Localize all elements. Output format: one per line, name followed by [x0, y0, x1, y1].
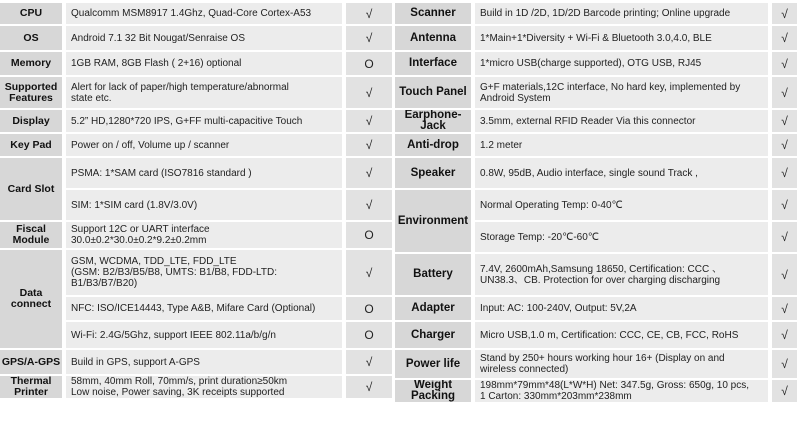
- spec-value: 7.4V, 2600mAh,Samsung 18650, Certification: CCC 、 UN38.3、CB. Protection for over charging discharging: [475, 254, 768, 295]
- availability-mark: √: [772, 110, 797, 132]
- spec-value: Micro USB,1.0 m, Certification: CCC, CE, CB, FCC, RoHS: [475, 322, 768, 348]
- spec-row: [395, 322, 797, 348]
- availability-mark: O: [346, 297, 392, 320]
- spec-label: Thermal Printer: [0, 376, 62, 398]
- spec-value: 3.5mm, external RFID Reader Via this connector: [475, 110, 768, 132]
- spec-row: [0, 222, 392, 248]
- spec-row: [395, 3, 797, 24]
- spec-row: [0, 110, 392, 132]
- spec-value: Power on / off, Volume up / scanner: [66, 134, 342, 156]
- spec-value: 1*micro USB(charge supported), OTG USB, RJ45: [475, 52, 768, 75]
- spec-row: [395, 254, 797, 295]
- spec-label: Earphone-Jack: [395, 110, 471, 132]
- spec-value: Wi-Fi: 2.4G/5Ghz, support IEEE 802.11a/b/g/n: [66, 322, 342, 348]
- spec-value: 5.2” HD,1280*720 IPS, G+FF multi-capacitive Touch: [66, 110, 342, 132]
- spec-label: Antenna: [395, 26, 471, 50]
- availability-mark: √: [772, 77, 797, 108]
- spec-row: [395, 158, 797, 188]
- spec-label: Key Pad: [0, 134, 62, 156]
- spec-label: Weight Packing: [395, 380, 471, 402]
- spec-row: [0, 350, 392, 374]
- spec-label: Anti-drop: [395, 134, 471, 156]
- availability-mark: √: [346, 3, 392, 24]
- spec-row: [395, 134, 797, 156]
- spec-label: Battery: [395, 254, 471, 295]
- availability-mark: √: [772, 297, 797, 320]
- spec-label: GPS/A-GPS: [0, 350, 62, 374]
- spec-label: Scanner: [395, 3, 471, 24]
- availability-mark: √: [772, 190, 797, 220]
- availability-mark: √: [772, 380, 797, 402]
- spec-label: Display: [0, 110, 62, 132]
- spec-label: Speaker: [395, 158, 471, 188]
- availability-mark: √: [346, 158, 392, 188]
- availability-mark: O: [346, 222, 392, 248]
- spec-label: Supported Features: [0, 77, 62, 108]
- spec-label: Charger: [395, 322, 471, 348]
- spec-value: Storage Temp: -20℃-60℃: [475, 222, 768, 252]
- left-spec-column: [0, 1, 392, 400]
- spec-label: Touch Panel: [395, 77, 471, 108]
- availability-mark: √: [772, 3, 797, 24]
- spec-value: Normal Operating Temp: 0-40℃: [475, 190, 768, 220]
- spec-label: Fiscal Module: [0, 222, 62, 248]
- spec-row: [395, 77, 797, 108]
- spec-value: Alert for lack of paper/high temperature/abnormal state etc.: [66, 77, 342, 108]
- spec-label: Data connect: [0, 250, 62, 348]
- spec-value: SIM: 1*SIM card (1.8V/3.0V): [66, 190, 342, 220]
- spec-value: G+F materials,12C interface, No hard key, implemented by Android System: [475, 77, 768, 108]
- spec-row: [0, 52, 392, 75]
- availability-mark: √: [772, 26, 797, 50]
- spec-label: Adapter: [395, 297, 471, 320]
- spec-value: Input: AC: 100-240V, Output: 5V,2A: [475, 297, 768, 320]
- spec-row: [0, 134, 392, 156]
- spec-label: Environment: [395, 190, 471, 252]
- spec-value: Support 12C or UART interface 30.0±0.2*30.0±0.2*9.2±0.2mm: [66, 222, 342, 248]
- spec-value: 58mm, 40mm Roll, 70mm/s, print duration≥50km Low noise, Power saving, 3K receipts supported: [66, 376, 342, 398]
- spec-label: OS: [0, 26, 62, 50]
- availability-mark: O: [346, 322, 392, 348]
- availability-mark: √: [772, 158, 797, 188]
- spec-row: [395, 297, 797, 320]
- spec-label: CPU: [0, 3, 62, 24]
- spec-value: 1GB RAM, 8GB Flash ( 2+16) optional: [66, 52, 342, 75]
- availability-mark: √: [772, 52, 797, 75]
- spec-value: PSMA: 1*SAM card (ISO7816 standard ): [66, 158, 342, 188]
- spec-value: NFC: ISO/ICE14443, Type A&B, Mifare Card (Optional): [66, 297, 342, 320]
- spec-value: 198mm*79mm*48(L*W*H) Net: 347.5g, Gross: 650g, 10 pcs, 1 Carton: 330mm*203mm*238mm: [475, 380, 768, 402]
- left-spec-table: [0, 1, 392, 400]
- spec-value: Build in 1D /2D, 1D/2D Barcode printing; Online upgrade: [475, 3, 768, 24]
- availability-mark: √: [346, 26, 392, 50]
- availability-mark: √: [772, 134, 797, 156]
- spec-value: Stand by 250+ hours working hour 16+ (Display on and wireless connected): [475, 350, 768, 378]
- availability-mark: √: [346, 376, 392, 398]
- spec-row: [0, 3, 392, 24]
- spec-row: [395, 380, 797, 402]
- spec-value: Android 7.1 32 Bit Nougat/Senraise OS: [66, 26, 342, 50]
- availability-mark: √: [346, 134, 392, 156]
- spec-row: [395, 110, 797, 132]
- availability-mark: √: [772, 254, 797, 295]
- spec-value: Build in GPS, support A-GPS: [66, 350, 342, 374]
- spec-row: [0, 77, 392, 108]
- right-spec-column: [395, 1, 797, 404]
- spec-value: 1*Main+1*Diversity + Wi-Fi & Bluetooth 3.0,4.0, BLE: [475, 26, 768, 50]
- spec-row: [0, 158, 392, 188]
- availability-mark: √: [346, 110, 392, 132]
- spec-row: [0, 26, 392, 50]
- spec-value: 0.8W, 95dB, Audio interface, single sound Track ,: [475, 158, 768, 188]
- spec-row: [395, 190, 797, 220]
- availability-mark: √: [346, 190, 392, 220]
- spec-value: Qualcomm MSM8917 1.4Ghz, Quad-Core Cortex-A53: [66, 3, 342, 24]
- spec-row: [395, 26, 797, 50]
- spec-row: [0, 250, 392, 295]
- availability-mark: √: [346, 77, 392, 108]
- availability-mark: O: [346, 52, 392, 75]
- right-spec-table: [395, 1, 797, 404]
- spec-row: [0, 376, 392, 398]
- availability-mark: √: [346, 250, 392, 295]
- spec-row: [395, 350, 797, 378]
- availability-mark: √: [772, 222, 797, 252]
- spec-label: Card Slot: [0, 158, 62, 220]
- availability-mark: √: [346, 350, 392, 374]
- availability-mark: √: [772, 350, 797, 378]
- spec-value: 1.2 meter: [475, 134, 768, 156]
- availability-mark: √: [772, 322, 797, 348]
- spec-row: [395, 52, 797, 75]
- spec-label: Interface: [395, 52, 471, 75]
- spec-value: GSM, WCDMA, TDD_LTE, FDD_LTE (GSM: B2/B3/B5/B8, UMTS: B1/B8, FDD-LTD: B1/B3/B7/B20): [66, 250, 342, 295]
- spec-label: Power life: [395, 350, 471, 378]
- spec-label: Memory: [0, 52, 62, 75]
